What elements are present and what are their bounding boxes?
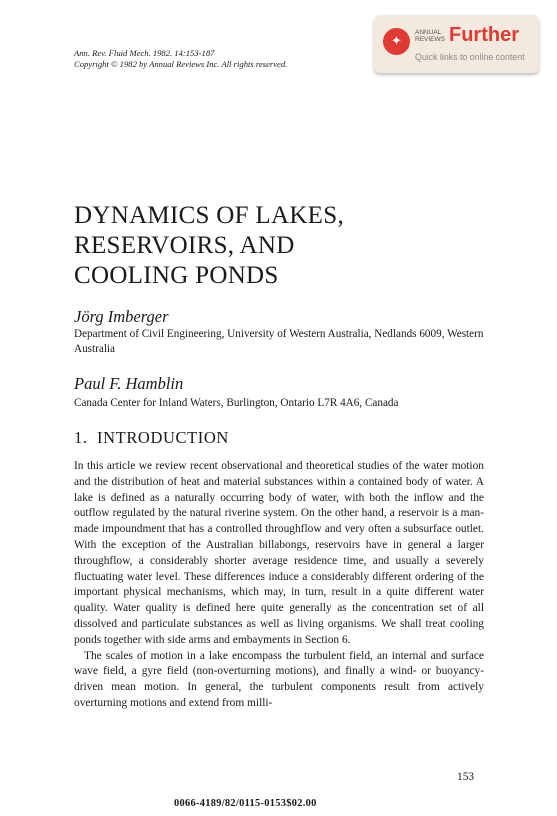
author-name: Jörg Imberger [74, 307, 169, 326]
title-line: DYNAMICS OF LAKES, [74, 202, 345, 229]
further-annual-reviews-banner[interactable] [374, 15, 539, 73]
body-text [74, 459, 484, 712]
journal-copyright: Copyright © 1982 by Annual Reviews Inc. All rights reserved. [74, 59, 288, 69]
author-affiliation: Canada Center for Inland Waters, Burlington, Ontario L7R 4A6, Canada [74, 397, 399, 409]
journal-header [74, 48, 287, 70]
document-code: 0066-4189/82/0115-0153$02.00 [174, 798, 317, 809]
author-affiliation: Department of Civil Engineering, University of Western Australia, Nedlands 6009, Western Australia [74, 328, 484, 355]
section-heading [74, 428, 229, 448]
section-title: INTRODUCTION [97, 428, 229, 447]
page-number: 153 [457, 771, 475, 783]
title-line: RESERVOIRS, AND [74, 232, 295, 259]
section-number: 1. [74, 428, 88, 447]
article-title [74, 201, 344, 291]
journal-citation: Ann. Rev. Fluid Mech. 1982. 14:153-187 [74, 48, 215, 58]
annual-reviews-logo-icon: ✦ [383, 28, 410, 55]
author-name: Paul F. Hamblin [74, 374, 184, 393]
quick-links-text: Quick links to online content [415, 52, 525, 62]
title-line: COOLING PONDS [74, 262, 279, 289]
annual-reviews-label: ANNUAL REVIEWS [415, 29, 445, 43]
further-label: Further [449, 24, 519, 46]
paragraph: In this article we review recent observational and theoretical studies of the water motion and the distribution of heat and material substances within a contained body of water. A lake is defined as a naturally occurring body of water, with both the inflow and the outflow regulated by the natural riverine system. On the other hand, a reservoir is a man-made impoundment that has a controlled throughflow and very often a subsurface outlet. With the exception of the Australian billabongs, reservoirs have in general a larger throughflow, a considerably shorter average residence time, and usually a severely fluctuating water level. These differences induce a considerably different ordering of the important physical mechanisms, which may, in turn, result in a quite different water quality. Water quality is defined here quite generally as the concentration set of all dissolved and particulate substances as well as living organisms. We shall treat cooling ponds together with side arms and embayments in Section 6. [74, 460, 484, 646]
paragraph: The scales of motion in a lake encompass the turbulent field, an internal and surface wave field, a gyre field (non-overturning motions), and finally a wind- or buoyancy-driven mean motion. In general, the turbulent components result from actively overturning motions and extend from milli- [74, 649, 484, 709]
